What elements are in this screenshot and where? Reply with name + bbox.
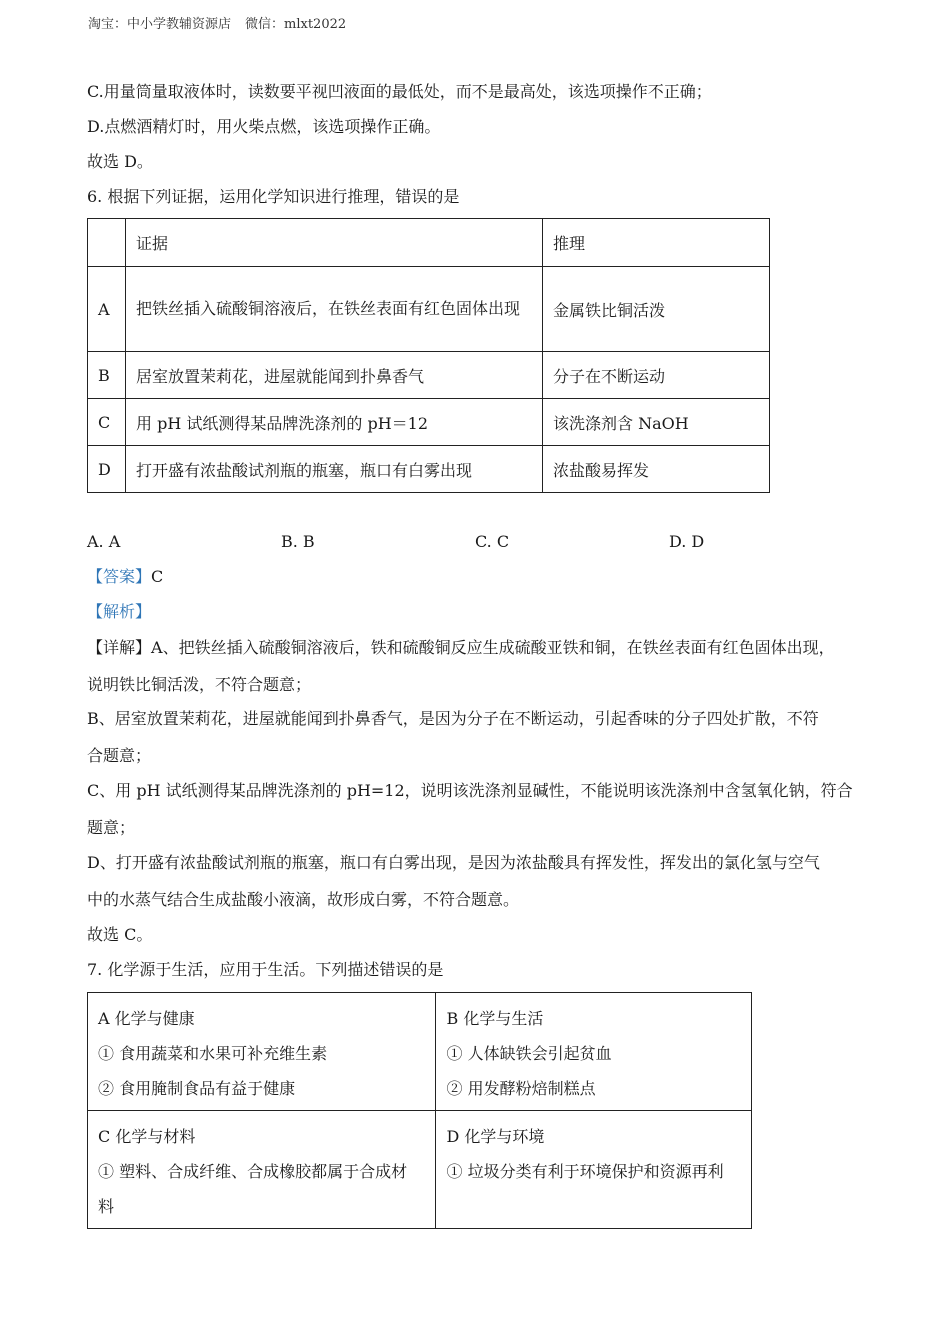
q6-detail-line-1 [87,638,835,658]
header-inference: 推理 [543,219,770,267]
row-evidence: 居室放置茉莉花，进屋就能闻到扑鼻香气 [126,352,543,399]
q6-conclusion: 故选 C。 [87,925,153,944]
q6-option-b: B. B [281,532,315,551]
table-row [88,1111,752,1229]
cell-life [436,993,752,1111]
row-label: A [88,267,126,352]
table-row [88,267,770,352]
q6-stem: 6. 根据下列证据，运用化学知识进行推理，错误的是 [87,187,460,206]
cell-item: ① 垃圾分类有利于环境保护和资源再利 [446,1162,724,1181]
q6-evidence-table [87,218,770,493]
cell-environment [436,1111,752,1229]
q6-detail-line-8: 中的水蒸气结合生成盐酸小液滴，故形成白雾，不符合题意。 [87,890,520,909]
detail-text: A、把铁丝插入硫酸铜溶液后，铁和硫酸铜反应生成硫酸亚铁和铜，在铁丝表面有红色固体出现， [151,638,835,657]
q6-detail-line-7: D、打开盛有浓盐酸试剂瓶的瓶塞，瓶口有白雾出现，是因为浓盐酸具有挥发性，挥发出的氯化氢与空气 [87,853,820,872]
cell-materials [88,1111,436,1229]
answer-tag: 【答案】 [87,567,152,586]
q6-detail-line-4: 合题意； [87,746,152,765]
table-header-row [88,219,770,267]
cell-title: C 化学与材料 [98,1127,196,1146]
cell-item: ① 人体缺铁会引起贫血 [446,1044,612,1063]
analysis-tag: 【解析】 [87,602,152,621]
shop-name: 淘宝：中小学教辅资源店 [88,17,232,32]
table-row [88,399,770,446]
wechat-id: 微信：mlxt2022 [245,17,347,32]
header-blank [88,219,126,267]
row-inference: 金属铁比铜活泼 [543,267,770,352]
cell-item: ② 食用腌制食品有益于健康 [98,1079,296,1098]
cell-item: ① 塑料、合成纤维、合成橡胶都属于合成材 [98,1162,408,1181]
q6-detail-line-3: B、居室放置茉莉花，进屋就能闻到扑鼻香气，是因为分子在不断运动，引起香味的分子四处扩散，不符 [87,709,819,728]
q7-category-table [87,992,752,1229]
answer-value: C [151,567,164,586]
q6-detail-line-5: C、用 pH 试纸测得某品牌洗涤剂的 pH=12，说明该洗涤剂显碱性，不能说明该洗涤剂中含氢氧化钠，符合 [87,781,853,800]
row-evidence: 打开盛有浓盐酸试剂瓶的瓶塞，瓶口有白雾出现 [126,446,543,493]
cell-title: D 化学与环境 [446,1127,545,1146]
cell-item: 料 [98,1197,115,1216]
page-header [88,13,346,32]
row-evidence: 用 pH 试纸测得某品牌洗涤剂的 pH＝12 [126,399,543,446]
row-inference: 该洗涤剂含 NaOH [543,399,770,446]
cell-title: A 化学与健康 [98,1009,195,1028]
row-label: B [88,352,126,399]
table-row [88,993,752,1111]
q6-option-c: C. C [475,532,510,551]
q6-option-a: A. A [87,532,121,551]
header-evidence: 证据 [126,219,543,267]
cell-title: B 化学与生活 [446,1009,544,1028]
q5-option-c-explanation: C.用量筒量取液体时，读数要平视凹液面的最低处，而不是最高处，该选项操作不正确； [87,82,712,101]
detail-tag: 【详解】 [87,638,152,657]
table-row [88,446,770,493]
q6-answer-line [87,567,163,587]
cell-item: ① 食用蔬菜和水果可补充维生素 [98,1044,328,1063]
row-label: C [88,399,126,446]
cell-item: ② 用发酵粉焙制糕点 [446,1079,596,1098]
row-label: D [88,446,126,493]
row-inference: 浓盐酸易挥发 [543,446,770,493]
q7-stem: 7. 化学源于生活，应用于生活。下列描述错误的是 [87,960,444,979]
q6-detail-line-6: 题意； [87,818,136,837]
row-evidence: 把铁丝插入硫酸铜溶液后，在铁丝表面有红色固体出现 [126,267,543,352]
q5-conclusion: 故选 D。 [87,152,153,171]
cell-health [88,993,436,1111]
row-inference: 分子在不断运动 [543,352,770,399]
q6-detail-line-2: 说明铁比铜活泼，不符合题意； [87,675,312,694]
table-row [88,352,770,399]
q5-option-d-explanation: D.点燃酒精灯时，用火柴点燃，该选项操作正确。 [87,117,441,136]
q6-option-d: D. D [669,532,705,551]
